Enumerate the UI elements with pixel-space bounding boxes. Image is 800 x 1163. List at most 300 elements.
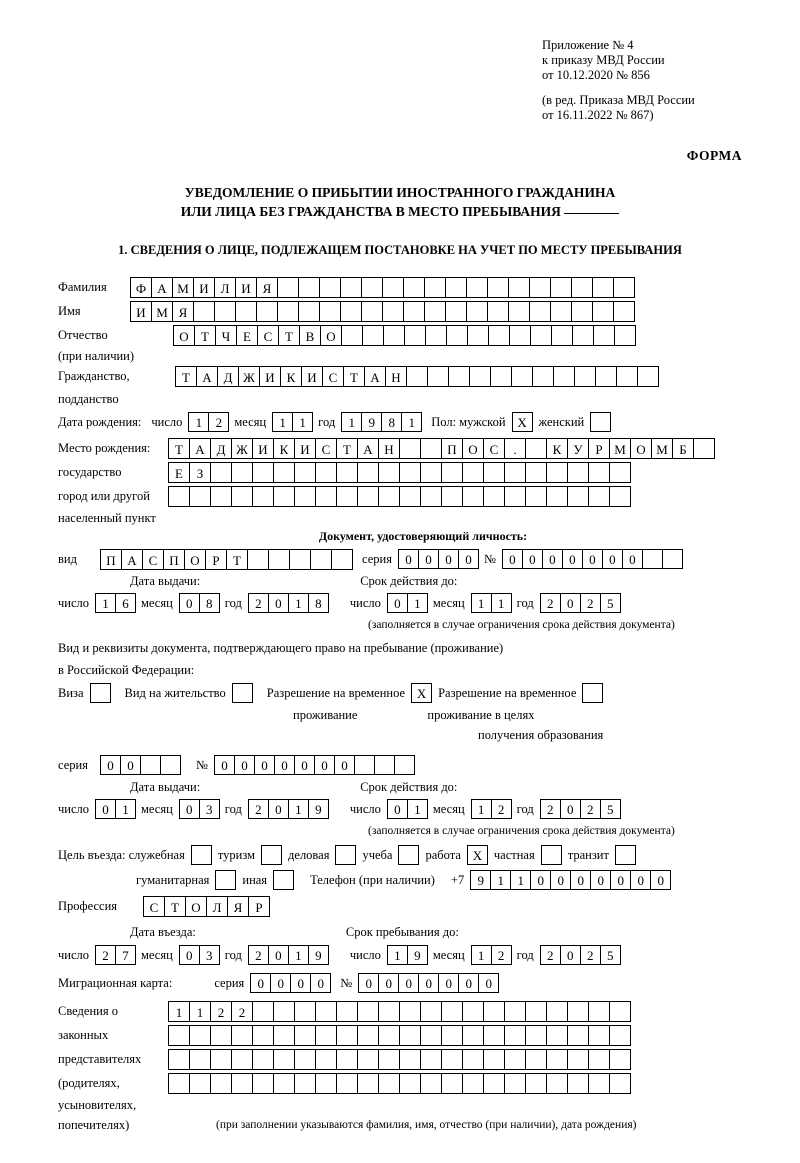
cell[interactable]: 0	[214, 755, 235, 775]
cell[interactable]: 0	[314, 755, 335, 775]
stay-until-month-input[interactable]	[471, 945, 511, 965]
cell[interactable]	[446, 325, 468, 346]
cell[interactable]: 0	[250, 973, 271, 993]
cell[interactable]	[277, 301, 299, 322]
cell[interactable]: 0	[562, 549, 583, 569]
cell[interactable]: 2	[540, 593, 561, 613]
cell[interactable]: 0	[310, 973, 331, 993]
cell[interactable]	[609, 1073, 631, 1094]
cell[interactable]: 0	[610, 870, 631, 890]
cell[interactable]	[294, 1073, 316, 1094]
cell[interactable]: 1	[491, 593, 512, 613]
cell[interactable]	[294, 486, 316, 507]
stay-doc-issue-year-input[interactable]	[248, 799, 328, 819]
cell[interactable]	[361, 277, 383, 298]
cell[interactable]	[357, 1073, 379, 1094]
cell[interactable]: 1	[188, 412, 209, 432]
cell[interactable]	[315, 1025, 337, 1046]
cell[interactable]: А	[357, 438, 379, 459]
cell[interactable]	[588, 1073, 610, 1094]
cell[interactable]	[382, 277, 404, 298]
cell[interactable]	[399, 1001, 421, 1022]
cell[interactable]: О	[173, 325, 195, 346]
cell[interactable]	[406, 366, 428, 387]
cell[interactable]	[374, 755, 395, 775]
cell[interactable]: 3	[199, 945, 220, 965]
cell[interactable]	[354, 755, 375, 775]
cell[interactable]: 0	[502, 549, 523, 569]
cell[interactable]: П	[441, 438, 463, 459]
purpose-checkbox-sluzhebnaya[interactable]	[191, 845, 212, 865]
cell[interactable]	[469, 366, 491, 387]
cell[interactable]	[252, 1001, 274, 1022]
cell[interactable]	[193, 301, 215, 322]
cell[interactable]	[399, 486, 421, 507]
cell[interactable]: Я	[227, 896, 249, 917]
migration-card-number-input[interactable]	[358, 973, 498, 993]
cell[interactable]	[525, 1001, 547, 1022]
cell[interactable]	[378, 462, 400, 483]
cell[interactable]	[546, 1049, 568, 1070]
id-doc-number-input[interactable]	[502, 549, 682, 569]
cell[interactable]: 0	[530, 870, 551, 890]
cell[interactable]	[336, 1073, 358, 1094]
cell[interactable]: Р	[205, 549, 227, 570]
cell[interactable]	[189, 486, 211, 507]
cell[interactable]: К	[273, 438, 295, 459]
cell[interactable]: 0	[570, 870, 591, 890]
cell[interactable]	[231, 1025, 253, 1046]
cell[interactable]	[231, 486, 253, 507]
cell[interactable]	[252, 462, 274, 483]
cell[interactable]: Л	[214, 277, 236, 298]
cell[interactable]	[588, 1001, 610, 1022]
cell[interactable]: 0	[590, 870, 611, 890]
cell[interactable]	[504, 1073, 526, 1094]
cell[interactable]	[315, 1001, 337, 1022]
profession-input[interactable]	[143, 896, 269, 917]
cell[interactable]	[378, 1001, 400, 1022]
cell[interactable]	[420, 1049, 442, 1070]
cell[interactable]	[273, 1049, 295, 1070]
cell[interactable]: Т	[194, 325, 216, 346]
cell[interactable]	[336, 1001, 358, 1022]
cell[interactable]	[424, 301, 446, 322]
cell[interactable]	[189, 1049, 211, 1070]
cell[interactable]	[567, 486, 589, 507]
cell[interactable]	[294, 1049, 316, 1070]
cell[interactable]	[487, 301, 509, 322]
cell[interactable]	[592, 277, 614, 298]
cell[interactable]	[268, 549, 290, 570]
purpose-checkbox-gumanitarnaya[interactable]	[215, 870, 236, 890]
cell[interactable]	[504, 1025, 526, 1046]
cell[interactable]	[613, 277, 635, 298]
cell[interactable]	[235, 301, 257, 322]
cell[interactable]	[168, 1073, 190, 1094]
cell[interactable]	[319, 277, 341, 298]
cell[interactable]	[525, 1049, 547, 1070]
cell[interactable]: Д	[210, 438, 232, 459]
cell[interactable]	[504, 462, 526, 483]
cell[interactable]	[252, 486, 274, 507]
cell[interactable]: 1	[341, 412, 362, 432]
cell[interactable]	[441, 1049, 463, 1070]
cell[interactable]	[588, 486, 610, 507]
cell[interactable]: 0	[358, 973, 379, 993]
cell[interactable]: В	[299, 325, 321, 346]
cell[interactable]	[189, 1073, 211, 1094]
cell[interactable]: 0	[274, 755, 295, 775]
cell[interactable]	[298, 277, 320, 298]
patronymic-input[interactable]	[173, 325, 635, 346]
cell[interactable]	[315, 486, 337, 507]
cell[interactable]: С	[322, 366, 344, 387]
cell[interactable]	[509, 325, 531, 346]
cell[interactable]	[588, 1049, 610, 1070]
cell[interactable]	[399, 1049, 421, 1070]
stay-doc-issue-day-input[interactable]	[95, 799, 135, 819]
cell[interactable]	[273, 1073, 295, 1094]
cell[interactable]	[462, 462, 484, 483]
cell[interactable]	[462, 1049, 484, 1070]
cell[interactable]	[567, 1073, 589, 1094]
visa-checkbox[interactable]	[90, 683, 111, 703]
cell[interactable]	[319, 301, 341, 322]
cell[interactable]	[294, 1025, 316, 1046]
cell[interactable]: 1	[272, 412, 293, 432]
cell[interactable]	[378, 1073, 400, 1094]
cell[interactable]: Т	[226, 549, 248, 570]
edu-residence-checkbox[interactable]	[582, 683, 603, 703]
cell[interactable]	[483, 1001, 505, 1022]
cell[interactable]: .	[504, 438, 526, 459]
cell[interactable]	[462, 1001, 484, 1022]
cell[interactable]: С	[143, 896, 165, 917]
cell[interactable]	[210, 1025, 232, 1046]
cell[interactable]	[567, 1001, 589, 1022]
cell[interactable]: 0	[268, 593, 289, 613]
cell[interactable]	[298, 301, 320, 322]
cell[interactable]: 0	[560, 945, 581, 965]
cell[interactable]	[525, 1025, 547, 1046]
cell[interactable]	[140, 755, 161, 775]
purpose-checkbox-chastnaya[interactable]	[541, 845, 562, 865]
cell[interactable]: М	[651, 438, 673, 459]
cell[interactable]	[462, 1073, 484, 1094]
cell[interactable]	[160, 755, 181, 775]
cell[interactable]: А	[121, 549, 143, 570]
cell[interactable]: 2	[491, 799, 512, 819]
cell[interactable]	[210, 486, 232, 507]
stay-doc-valid-year-input[interactable]	[540, 799, 620, 819]
cell[interactable]	[357, 1001, 379, 1022]
surname-input[interactable]	[130, 277, 634, 298]
cell[interactable]: И	[259, 366, 281, 387]
cell[interactable]: Н	[378, 438, 400, 459]
cell[interactable]: 0	[398, 549, 419, 569]
cell[interactable]: 9	[308, 799, 329, 819]
id-doc-valid-year-input[interactable]	[540, 593, 620, 613]
sex-female-checkbox[interactable]	[590, 412, 611, 432]
cell[interactable]: 0	[294, 755, 315, 775]
id-doc-valid-day-input[interactable]	[387, 593, 427, 613]
cell[interactable]: 5	[600, 799, 621, 819]
cell[interactable]	[252, 1049, 274, 1070]
birth-place-locality-input[interactable]	[168, 486, 630, 507]
cell[interactable]: Т	[278, 325, 300, 346]
cell[interactable]: Ж	[238, 366, 260, 387]
cell[interactable]: Т	[164, 896, 186, 917]
cell[interactable]	[427, 366, 449, 387]
cell[interactable]: 1	[387, 945, 408, 965]
cell[interactable]: О	[320, 325, 342, 346]
cell[interactable]: 7	[115, 945, 136, 965]
residence-checkbox[interactable]	[232, 683, 253, 703]
cell[interactable]	[462, 486, 484, 507]
cell[interactable]: 0	[398, 973, 419, 993]
cell[interactable]: 2	[491, 945, 512, 965]
cell[interactable]: С	[257, 325, 279, 346]
cell[interactable]: Ч	[215, 325, 237, 346]
cell[interactable]	[441, 1073, 463, 1094]
cell[interactable]: 0	[95, 799, 116, 819]
cell[interactable]: Я	[256, 277, 278, 298]
cell[interactable]: П	[100, 549, 122, 570]
cell[interactable]	[247, 549, 269, 570]
cell[interactable]	[277, 277, 299, 298]
cell[interactable]: А	[189, 438, 211, 459]
cell[interactable]: 2	[210, 1001, 232, 1022]
temp-residence-checkbox[interactable]: Х	[411, 683, 432, 703]
cell[interactable]	[214, 301, 236, 322]
cell[interactable]	[420, 1025, 442, 1046]
cell[interactable]: О	[185, 896, 207, 917]
cell[interactable]	[490, 366, 512, 387]
cell[interactable]	[382, 301, 404, 322]
purpose-checkbox-delovaya[interactable]	[335, 845, 356, 865]
cell[interactable]: 1	[288, 799, 309, 819]
cell[interactable]: С	[315, 438, 337, 459]
cell[interactable]: 0	[438, 549, 459, 569]
entry-month-input[interactable]	[179, 945, 219, 965]
cell[interactable]: 5	[600, 593, 621, 613]
cell[interactable]: О	[630, 438, 652, 459]
cell[interactable]	[483, 462, 505, 483]
cell[interactable]: 2	[580, 593, 601, 613]
cell[interactable]	[294, 462, 316, 483]
cell[interactable]	[592, 301, 614, 322]
cell[interactable]	[383, 325, 405, 346]
birth-year-input[interactable]	[341, 412, 421, 432]
cell[interactable]: А	[151, 277, 173, 298]
cell[interactable]: 1	[95, 593, 116, 613]
cell[interactable]: И	[301, 366, 323, 387]
cell[interactable]	[511, 366, 533, 387]
cell[interactable]: 2	[540, 945, 561, 965]
cell[interactable]	[483, 486, 505, 507]
cell[interactable]	[530, 325, 552, 346]
cell[interactable]: М	[609, 438, 631, 459]
cell[interactable]: Ж	[231, 438, 253, 459]
cell[interactable]	[341, 325, 363, 346]
cell[interactable]	[466, 301, 488, 322]
stay-doc-valid-day-input[interactable]	[387, 799, 427, 819]
cell[interactable]	[525, 1073, 547, 1094]
cell[interactable]: 2	[248, 945, 269, 965]
cell[interactable]: 1	[401, 412, 422, 432]
cell[interactable]	[252, 1073, 274, 1094]
cell[interactable]: 0	[179, 945, 200, 965]
cell[interactable]	[483, 1073, 505, 1094]
cell[interactable]	[532, 366, 554, 387]
cell[interactable]: 6	[115, 593, 136, 613]
cell[interactable]	[588, 462, 610, 483]
cell[interactable]	[424, 277, 446, 298]
cell[interactable]	[420, 1073, 442, 1094]
cell[interactable]: 9	[470, 870, 491, 890]
cell[interactable]	[546, 1025, 568, 1046]
cell[interactable]	[567, 1025, 589, 1046]
cell[interactable]: Т	[343, 366, 365, 387]
cell[interactable]: 1	[407, 593, 428, 613]
birth-day-input[interactable]	[188, 412, 228, 432]
cell[interactable]: 0	[387, 799, 408, 819]
entry-day-input[interactable]	[95, 945, 135, 965]
legal-reps-input-2[interactable]	[168, 1025, 630, 1046]
name-input[interactable]	[130, 301, 634, 322]
cell[interactable]	[609, 486, 631, 507]
cell[interactable]	[357, 486, 379, 507]
cell[interactable]	[546, 486, 568, 507]
cell[interactable]: 2	[580, 799, 601, 819]
stay-doc-number-input[interactable]	[214, 755, 414, 775]
cell[interactable]: 1	[407, 799, 428, 819]
cell[interactable]: 0	[650, 870, 671, 890]
cell[interactable]: А	[196, 366, 218, 387]
cell[interactable]: М	[172, 277, 194, 298]
cell[interactable]: 1	[288, 945, 309, 965]
cell[interactable]: Е	[168, 462, 190, 483]
cell[interactable]: 0	[622, 549, 643, 569]
cell[interactable]	[378, 1025, 400, 1046]
cell[interactable]	[362, 325, 384, 346]
cell[interactable]: 2	[248, 799, 269, 819]
cell[interactable]	[310, 549, 332, 570]
cell[interactable]: 0	[560, 799, 581, 819]
cell[interactable]: 0	[458, 549, 479, 569]
cell[interactable]	[462, 1025, 484, 1046]
cell[interactable]	[336, 462, 358, 483]
birth-place-city-input[interactable]	[168, 462, 630, 483]
cell[interactable]: И	[294, 438, 316, 459]
cell[interactable]	[488, 325, 510, 346]
cell[interactable]	[189, 1025, 211, 1046]
cell[interactable]	[529, 277, 551, 298]
sex-male-checkbox[interactable]: Х	[512, 412, 533, 432]
cell[interactable]	[399, 462, 421, 483]
cell[interactable]: Д	[217, 366, 239, 387]
cell[interactable]: 3	[199, 799, 220, 819]
cell[interactable]	[357, 1025, 379, 1046]
cell[interactable]	[231, 1049, 253, 1070]
cell[interactable]	[546, 1001, 568, 1022]
cell[interactable]: 0	[179, 593, 200, 613]
id-doc-issue-month-input[interactable]	[179, 593, 219, 613]
cell[interactable]	[168, 486, 190, 507]
cell[interactable]: 1	[471, 593, 492, 613]
stay-doc-issue-month-input[interactable]	[179, 799, 219, 819]
cell[interactable]: 0	[418, 973, 439, 993]
cell[interactable]: 2	[231, 1001, 253, 1022]
birth-place-country-input[interactable]	[168, 438, 714, 459]
citizenship-input[interactable]	[175, 366, 658, 387]
cell[interactable]: 0	[179, 799, 200, 819]
cell[interactable]: 0	[120, 755, 141, 775]
id-doc-valid-month-input[interactable]	[471, 593, 511, 613]
cell[interactable]	[441, 486, 463, 507]
cell[interactable]: 1	[490, 870, 511, 890]
cell[interactable]: 0	[458, 973, 479, 993]
cell[interactable]: 0	[268, 945, 289, 965]
cell[interactable]	[642, 549, 663, 569]
cell[interactable]	[210, 462, 232, 483]
cell[interactable]	[613, 301, 635, 322]
stay-until-day-input[interactable]	[387, 945, 427, 965]
cell[interactable]	[256, 301, 278, 322]
cell[interactable]	[572, 325, 594, 346]
cell[interactable]: И	[252, 438, 274, 459]
cell[interactable]: Т	[168, 438, 190, 459]
cell[interactable]	[609, 1001, 631, 1022]
cell[interactable]: И	[235, 277, 257, 298]
cell[interactable]: 0	[270, 973, 291, 993]
cell[interactable]: К	[280, 366, 302, 387]
cell[interactable]: 0	[254, 755, 275, 775]
id-doc-type-input[interactable]	[100, 549, 352, 570]
cell[interactable]	[168, 1049, 190, 1070]
cell[interactable]	[483, 1049, 505, 1070]
cell[interactable]: С	[483, 438, 505, 459]
cell[interactable]: 8	[199, 593, 220, 613]
cell[interactable]	[315, 462, 337, 483]
cell[interactable]	[550, 277, 572, 298]
cell[interactable]: 0	[478, 973, 499, 993]
cell[interactable]	[378, 1049, 400, 1070]
stay-doc-series-input[interactable]	[100, 755, 180, 775]
cell[interactable]	[609, 462, 631, 483]
cell[interactable]: Р	[588, 438, 610, 459]
cell[interactable]: Н	[385, 366, 407, 387]
purpose-checkbox-turizm[interactable]	[261, 845, 282, 865]
birth-month-input[interactable]	[272, 412, 312, 432]
cell[interactable]	[273, 1001, 295, 1022]
cell[interactable]: 0	[418, 549, 439, 569]
cell[interactable]	[273, 462, 295, 483]
cell[interactable]	[593, 325, 615, 346]
cell[interactable]: К	[546, 438, 568, 459]
cell[interactable]	[336, 486, 358, 507]
cell[interactable]: 2	[95, 945, 116, 965]
cell[interactable]	[336, 1025, 358, 1046]
cell[interactable]: 0	[234, 755, 255, 775]
cell[interactable]	[595, 366, 617, 387]
cell[interactable]	[331, 549, 353, 570]
cell[interactable]: 1	[292, 412, 313, 432]
cell[interactable]	[662, 549, 683, 569]
cell[interactable]	[637, 366, 659, 387]
cell[interactable]	[394, 755, 415, 775]
